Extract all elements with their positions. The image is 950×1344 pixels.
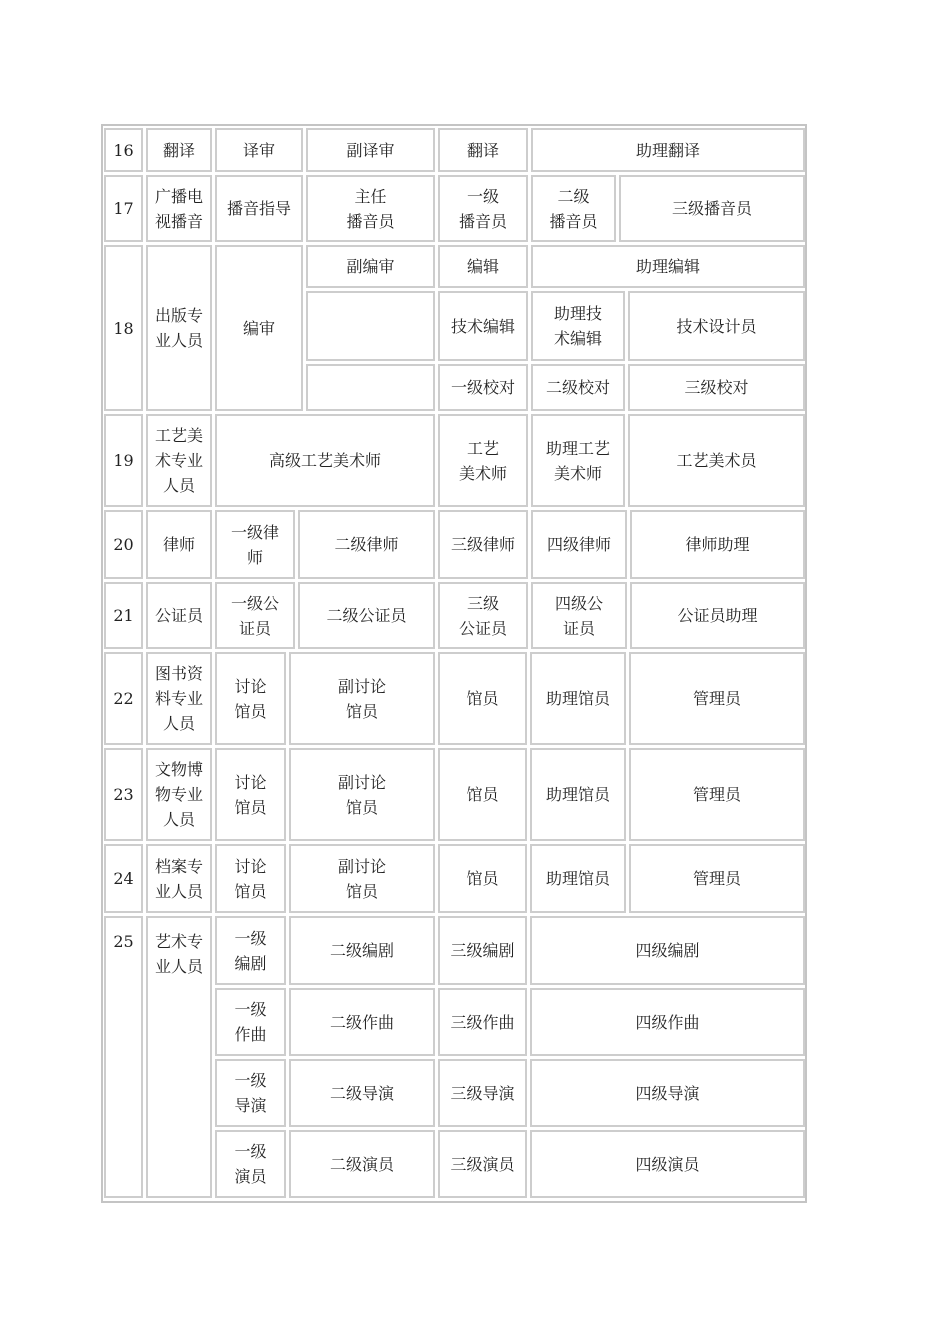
title-cell: [215, 1059, 286, 1127]
title-cell: [438, 291, 528, 361]
title-cell: [531, 364, 625, 411]
title-cell: [531, 291, 625, 361]
title-cell: [215, 128, 303, 172]
category-cell-text: 广播电 视播音: [154, 186, 203, 231]
row-number-text: 22: [113, 689, 134, 708]
category-cell: [146, 652, 212, 745]
title-cell-text: 二级演员: [329, 1154, 394, 1174]
title-cell-text: 管理员: [692, 785, 741, 804]
title-cell-text: 馆员: [466, 869, 499, 888]
title-cell: [438, 582, 528, 649]
title-cell-text: 讨论 馆员: [234, 676, 267, 721]
title-cell: [630, 510, 805, 579]
title-cell-text: 副译审: [346, 140, 395, 160]
title-cell: [530, 988, 805, 1056]
title-cell: [215, 652, 286, 745]
category-cell: [146, 128, 212, 172]
title-cell-text: 四级作曲: [635, 1012, 700, 1032]
title-cell: [298, 510, 435, 579]
category-cell: [146, 844, 212, 913]
title-cell-text: 律师助理: [685, 535, 750, 554]
row-number: [104, 844, 143, 913]
category-cell-text: 文物博 物专业 人员: [154, 760, 203, 829]
title-cell-text: 三级导演: [450, 1083, 515, 1103]
title-cell-text: 副讨论 馆员: [337, 676, 386, 721]
title-cell: [289, 844, 435, 913]
title-cell-text: 助理馆员: [545, 689, 610, 708]
row-number-text: 23: [113, 785, 134, 804]
title-cell: [530, 1130, 805, 1198]
title-cell: [298, 582, 435, 649]
category-cell: [146, 748, 212, 841]
title-cell: [531, 175, 616, 242]
title-cell: [628, 291, 805, 361]
title-cell-text: 馆员: [466, 785, 499, 804]
title-cell: [438, 414, 528, 507]
title-cell: [306, 128, 435, 172]
title-cell-text: 一级公 证员: [230, 593, 279, 638]
title-cell: [306, 291, 435, 361]
title-cell: [629, 652, 805, 745]
category-cell-text: 工艺美 术专业 人员: [154, 426, 203, 495]
title-cell-text: 三级播音员: [671, 199, 752, 218]
title-cell-text: 讨论 馆员: [234, 856, 267, 901]
title-cell: [629, 844, 805, 913]
category-cell-text: 艺术专 业人员: [154, 932, 203, 976]
title-cell: [289, 1130, 435, 1198]
title-cell: [289, 748, 435, 841]
title-cell-text: 四级编剧: [635, 941, 700, 960]
title-cell: [215, 844, 286, 913]
row-number-text: 16: [113, 140, 134, 160]
title-cell: [531, 245, 805, 288]
title-cell-text: 副讨论 馆员: [337, 772, 386, 817]
category-cell: [146, 414, 212, 507]
row-number: [104, 128, 143, 172]
title-cell-text: 助理馆员: [545, 785, 610, 804]
title-cell: [306, 364, 435, 411]
title-cell: [530, 652, 626, 745]
category-cell-text: 出版专 业人员: [154, 306, 203, 350]
title-cell-text: 副讨论 馆员: [337, 856, 386, 901]
category-cell-text: 公证员: [154, 606, 203, 625]
title-cell: [215, 175, 303, 242]
title-cell-text: 译审: [242, 140, 275, 160]
title-cell-text: 技术编辑: [450, 316, 515, 336]
title-cell: [289, 652, 435, 745]
title-cell-text: 二级导演: [329, 1083, 394, 1103]
title-cell: [438, 175, 528, 242]
title-cell: [438, 510, 528, 579]
title-cell: [215, 916, 286, 985]
category-cell: [146, 175, 212, 242]
title-cell-text: 工艺 美术师: [458, 438, 507, 483]
row-number-text: 18: [113, 318, 134, 338]
title-cell: [438, 1059, 527, 1127]
title-cell-text: 三级作曲: [450, 1012, 515, 1032]
title-cell: [531, 414, 625, 507]
title-cell: [531, 128, 805, 172]
title-cell-text: 翻译: [466, 140, 499, 160]
title-cell: [438, 988, 527, 1056]
title-cell-text: 三级 公证员: [458, 593, 507, 638]
category-cell: [146, 510, 212, 579]
title-cell-text: 公证员助理: [677, 606, 758, 625]
title-cell-text: 一级 作曲: [234, 1000, 267, 1044]
title-cell: [215, 414, 435, 507]
title-cell-text: 助理技 术编辑: [553, 304, 602, 348]
title-cell-text: 三级校对: [684, 378, 749, 397]
title-cell-text: 四级公 证员: [554, 593, 603, 638]
row-number-text: 25: [113, 932, 134, 951]
row-number: [104, 414, 143, 507]
row-number: [104, 582, 143, 649]
row-number-text: 24: [113, 869, 134, 888]
title-cell-text: 技术设计员: [676, 316, 757, 336]
title-cell: [438, 1130, 527, 1198]
title-cell: [531, 510, 627, 579]
row-number: [104, 652, 143, 745]
title-cell: [215, 1130, 286, 1198]
title-cell-text: 编辑: [466, 257, 499, 276]
title-cell-text: 工艺美术员: [676, 451, 757, 470]
category-cell: [146, 582, 212, 649]
title-cell-text: 助理编辑: [635, 257, 700, 276]
title-cell: [215, 245, 303, 411]
title-cell: [438, 128, 528, 172]
title-cell-text: 四级演员: [635, 1154, 700, 1174]
title-cell-text: 二级校对: [545, 378, 610, 397]
row-number: [104, 175, 143, 242]
row-number-text: 21: [113, 606, 134, 625]
title-cell: [530, 1059, 805, 1127]
title-cell-text: 管理员: [692, 689, 741, 708]
title-cell: [630, 582, 805, 649]
category-cell-text: 翻译: [162, 140, 195, 160]
title-cell-text: 四级律师: [546, 535, 611, 554]
title-cell-text: 四级导演: [635, 1083, 700, 1103]
category-cell-text: 律师: [162, 535, 195, 554]
title-cell: [438, 245, 528, 288]
title-cell-text: 一级 播音员: [458, 186, 507, 231]
title-cell: [438, 364, 528, 411]
title-cell-text: 一级 演员: [234, 1142, 267, 1186]
row-number: [104, 916, 143, 1198]
title-cell-text: 二级律师: [334, 535, 399, 554]
title-cell: [619, 175, 805, 242]
title-cell-text: 二级公证员: [326, 606, 407, 625]
title-cell-text: 助理翻译: [635, 140, 700, 160]
title-cell: [530, 916, 805, 985]
title-cell-text: 高级工艺美术师: [268, 451, 381, 470]
row-number: [104, 510, 143, 579]
title-cell: [438, 844, 527, 913]
row-number-text: 20: [113, 535, 134, 554]
title-cell-text: 管理员: [692, 869, 741, 888]
title-cell: [215, 988, 286, 1056]
category-cell: [146, 245, 212, 411]
title-cell: [306, 245, 435, 288]
title-cell-text: 三级编剧: [450, 941, 515, 960]
row-number: [104, 748, 143, 841]
row-number-text: 17: [113, 199, 134, 218]
title-cell-text: 副编审: [346, 257, 395, 276]
title-cell-text: 播音指导: [226, 199, 291, 218]
title-cell-text: 馆员: [466, 689, 499, 708]
title-cell-text: 助理工艺 美术师: [545, 438, 610, 483]
title-cell-text: 三级律师: [450, 535, 515, 554]
title-cell-text: 二级编剧: [329, 941, 394, 960]
title-cell-text: 编审: [242, 318, 275, 338]
title-cell: [215, 510, 295, 579]
title-cell-text: 二级 播音员: [549, 186, 598, 231]
category-cell-text: 档案专 业人员: [154, 856, 203, 901]
title-cell: [530, 844, 626, 913]
title-cell: [628, 364, 805, 411]
title-cell-text: 三级演员: [450, 1154, 515, 1174]
title-cell-text: 一级校对: [450, 378, 515, 397]
title-cell-text: 讨论 馆员: [234, 772, 267, 817]
title-cell-text: 助理馆员: [545, 869, 610, 888]
category-cell: [146, 916, 212, 1198]
title-cell: [289, 988, 435, 1056]
row-number-text: 19: [113, 451, 134, 470]
title-cell: [215, 748, 286, 841]
title-cell-text: 二级作曲: [329, 1012, 394, 1032]
title-cell: [438, 652, 527, 745]
title-cell-text: 一级 编剧: [234, 928, 267, 973]
title-cell-text: 主任 播音员: [346, 186, 395, 231]
title-cell: [215, 582, 295, 649]
title-cell-text: 一级律 师: [230, 522, 279, 567]
title-cell: [438, 916, 527, 985]
category-cell-text: 图书资 料专业 人员: [154, 664, 203, 733]
title-cell: [629, 748, 805, 841]
title-cell: [438, 748, 527, 841]
row-number: [104, 245, 143, 411]
title-cell: [628, 414, 805, 507]
title-cell: [289, 916, 435, 985]
title-cell: [530, 748, 626, 841]
title-cell-text: 一级 导演: [234, 1071, 267, 1115]
title-cell: [531, 582, 627, 649]
title-cell: [306, 175, 435, 242]
title-cell: [289, 1059, 435, 1127]
